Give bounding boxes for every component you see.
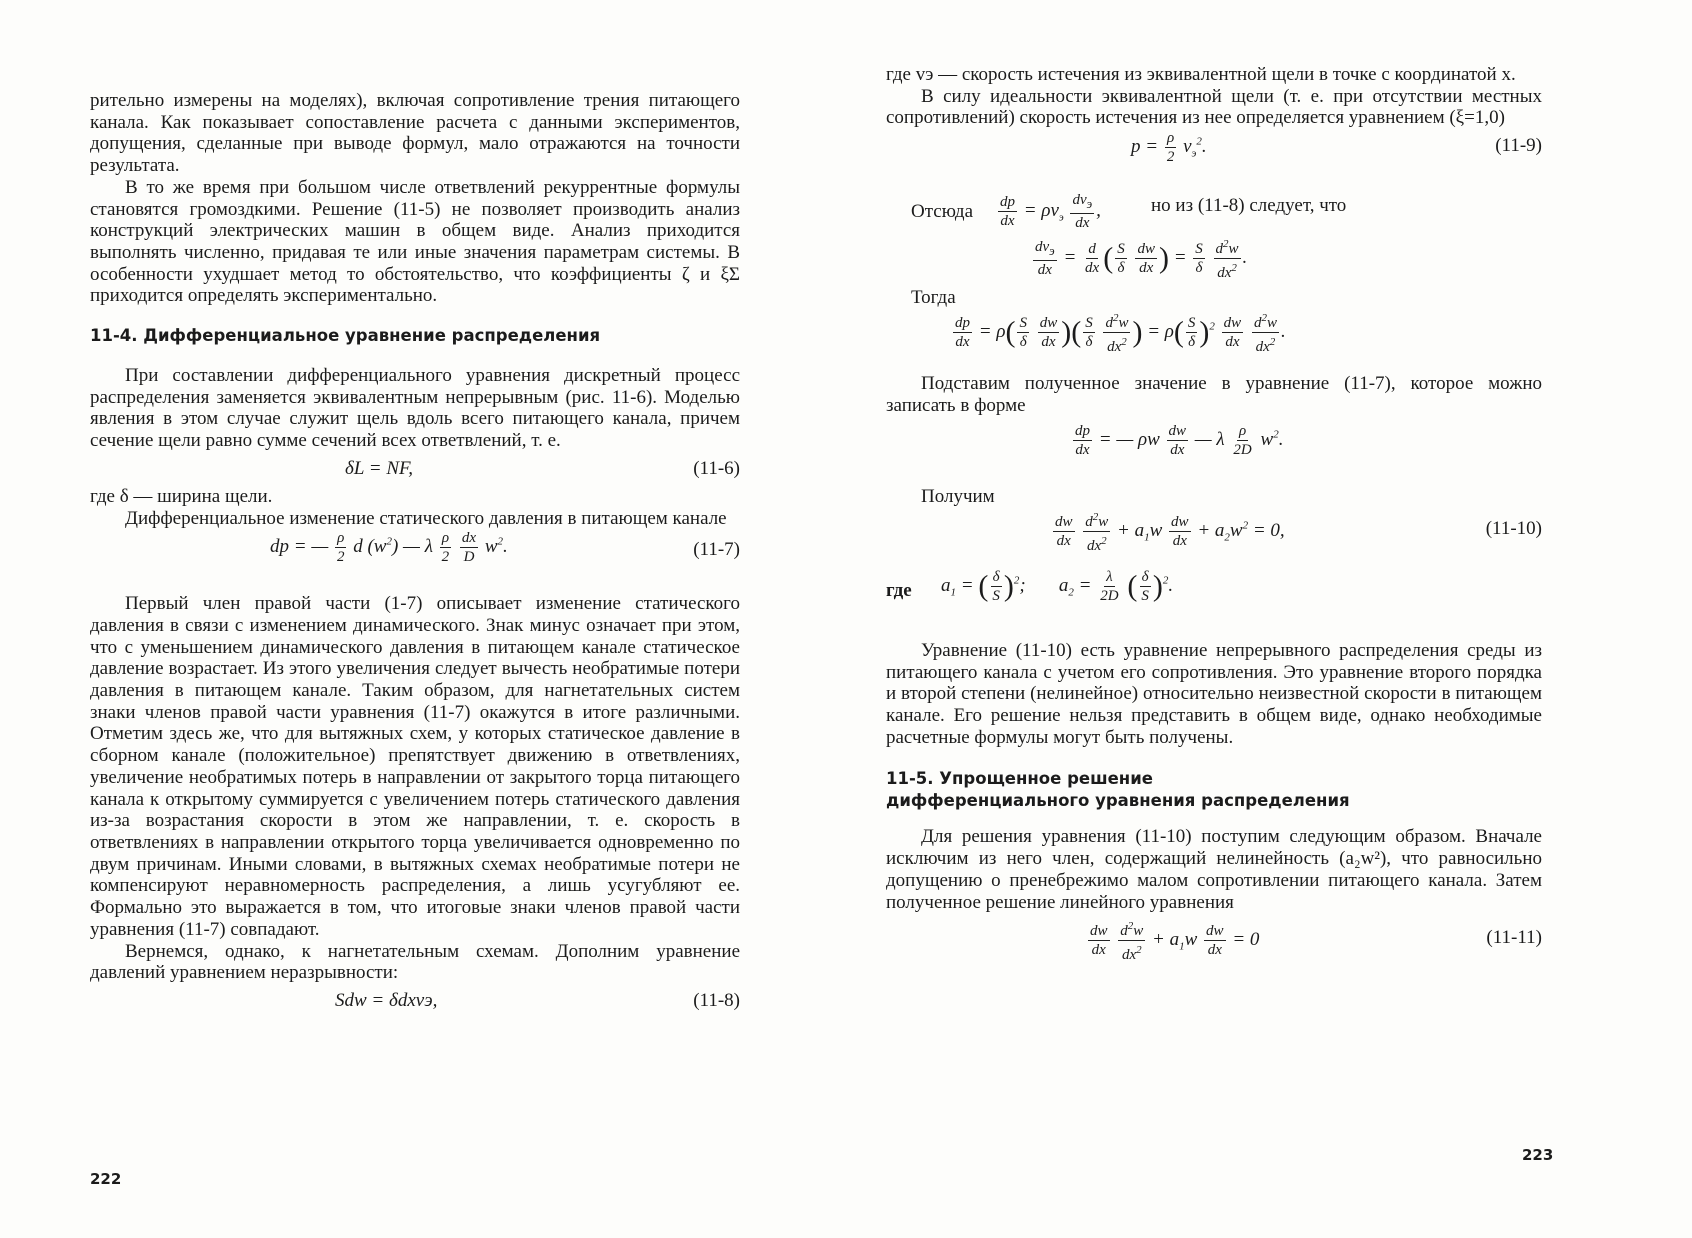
word-togda: Тогда [911,287,956,309]
equation-dv [886,235,1542,287]
equation-body: p = $\frac{\rho}{2}$ $v_э^2$. [1131,130,1207,166]
paragraph: где vэ — скорость истечения из эквивалентной щели в точке с координатой x. [886,64,1516,85]
right-page [846,0,1692,1238]
paragraph: Дифференциальное изменение статического давления в питающем канале [125,507,727,529]
equation-body: $a_1$ = ( $\frac{\delta}{S}$ )$^2$; $a_2$ = $\frac{\lambda}{2D}$ ( $\frac{\delta}{S}$ )$^2$. [941,568,1174,604]
equation-body: $\frac{dv_э}{dx}$ = $\frac{d}{dx}$ ( $\frac{S}{\delta}$ $\frac{dw}{dx}$ ) = $\frac{S}{\delta}$ $\frac{d^2w}{dx^2}$ . [1031,235,1247,282]
equation-body: $\frac{dp}{dx}$ = ρ( $\frac{S}{\delta}$ $\frac{dw}{dx}$ )( $\frac{S}{\delta}$ $\frac{d^2w}{dx^2}$ ) = ρ( $\frac{S}{\delta}$ )$^2$ $\frac{dw}{dx}$ $\frac{d^2w}{dx^2}$ . [951,309,1286,356]
word-gde: где [886,579,912,601]
equation-line [886,191,1542,235]
page-number: 222 [90,1170,122,1188]
equation-11-9 [886,129,1542,179]
equation-body: dp = — $\frac{\rho}{2}$ d $(w^2)$ — λ $\frac{\rho}{2}$ $\frac{dx}{D}$ $w^2$. [270,530,508,566]
equation-11-8 [90,990,740,1020]
equation-body: $\frac{dp}{dx}$ = — ρw $\frac{dw}{dx}$ — λ $\frac{\rho}{2D}$ $w^2$. [1075,423,1284,459]
paragraph: Первый член правой части (1-7) описывает изменение статического давления в связи с изменением динамического. Знак минус означает при этом, что с уменьшением динамического давления в питающем канале статическое давление возрастает. Из этого увеличения следует вычесть необратимые потери давления в питающем канале. Таким образом, для нагнетательных систем знаки членов правой части уравнения (11-7) окажутся в итоге различными. Отметим здесь же, что для вытяжных схем, у которых статическое давление в сборном канале (положительное) препятствует движению в ответвлениях, увеличение необратимых потерь в направлении от закрытого торца питающего канала к открытому суммируется с увеличением потерь статического давления из-за возрастания скорости в этом же направлении, т. е. скорость в ответвлениях в направлении открытого торца увеличивается одновременно по двум причинам. Иными словами, в вытяжных схемах необратимые потери не компенсируют неравномерность распределения, а лишь усугубляют ее. Формально это выражается в том, что итоговые знаки членов правой части уравнения (11-7) совпадают. [90,593,740,940]
equation-11-11 [886,917,1542,969]
equation-number: (11-10) [1485,517,1542,539]
section-heading: 11-4. Дифференциальное уравнение распределения [90,326,601,346]
equation-number: (11-7) [693,539,740,561]
paragraph: Подставим полученное значение в уравнение (11-7), которое можно записать в форме [886,372,1542,416]
page-number: 223 [1522,1146,1554,1164]
equation-form [886,422,1542,474]
paragraph: В то же время при большом числе ответвлений рекуррентные формулы становятся громоздкими. Решение (11-5) не позволяет производить анализ конструкций электрических машин в общем виде. Анализ приходится выполнять численно, придавая те или иные значения параметрам системы. В особенности ухудшает метод то обстоятельство, что коэффициенты ζ и ξΣ приходится определять экспериментально. [90,176,740,307]
equation-body: $\frac{dw}{dx}$ $\frac{d^2w}{dx^2}$ + $a_1w$ $\frac{dw}{dx}$ = 0 [1086,917,1259,964]
paragraph: Для решения уравнения (11-10) поступим следующим образом. Вначале исключим из него член, содержащий нелинейность (a₂w²), что равносильно допущению о пренебрежимо малом сопротивлении питающего канала. Затем полученное решение линейного уравнения [886,826,1542,913]
equation-11-7 [90,529,740,581]
equation-number: (11-8) [693,989,740,1011]
left-column [90,90,740,1020]
equation-body: Sdw = δdxvэ, [335,989,438,1011]
equation-body: $\frac{dp}{dx}$ = $\rho v_э$ $\frac{dv_э}{dx}$ , [1000,192,1101,232]
paragraph: При составлении дифференциального уравнения дискретный процесс распределения заменяется эквивалентным непрерывным (рис. 11-6). Моделью явления в этом случае служит щель вдоль всего питающего канала, причем сечение щели равно сумме сечений всех ответвлений, т. е. [90,365,740,452]
equation-body: δL = NF, [345,457,413,479]
equation-coefficients [886,568,1542,628]
equation-body: $\frac{dw}{dx}$ $\frac{d^2w}{dx^2}$ + $a_1w$ $\frac{dw}{dx}$ + $a_2w^2 = 0$, [1051,508,1285,555]
section-heading: дифференциального уравнения распределения [886,791,1350,811]
equation-number: (11-6) [693,457,740,479]
equation-number: (11-9) [1495,135,1542,157]
equation-11-6 [90,452,740,486]
word-poluchim: Получим [921,486,995,508]
equation-11-10 [886,508,1542,560]
right-column [886,64,1542,969]
equation-number: (11-11) [1486,927,1542,949]
paragraph: Уравнение (11-10) есть уравнение непрерывного распределения среды из питающего канала с учетом его сопротивления. Это уравнение второго порядка и второй степени (нелинейное) относительно неизвестной скорости в питающем канале. Его решение нельзя представить в общем виде, однако необходимые расчетные формулы могут быть получены. [886,639,1542,748]
word-otsyuda: Отсюда [911,201,974,223]
paragraph: Вернемся, однако, к нагнетательным схемам. Дополним уравнение давлений уравнением неразрывности: [90,940,740,984]
text-fragment: но из (11-8) следует, что [1151,195,1347,217]
paragraph: В силу идеальности эквивалентной щели (т. е. при отсутствии местных сопротивлений) скорость истечения из нее определяется уравнением (ξ=1,0) [886,85,1542,129]
section-heading: 11-5. Упрощенное решение [886,769,1153,789]
paragraph: рительно измерены на моделях), включая сопротивление трения питающего канала. Как показывает сопоставление расчета с данными экспериментов, допущения, сделанные при выводе формул, мало отражаются на точности результата. [90,90,740,177]
equation-dp [886,309,1542,361]
paragraph: где δ — ширина щели. [90,485,273,507]
